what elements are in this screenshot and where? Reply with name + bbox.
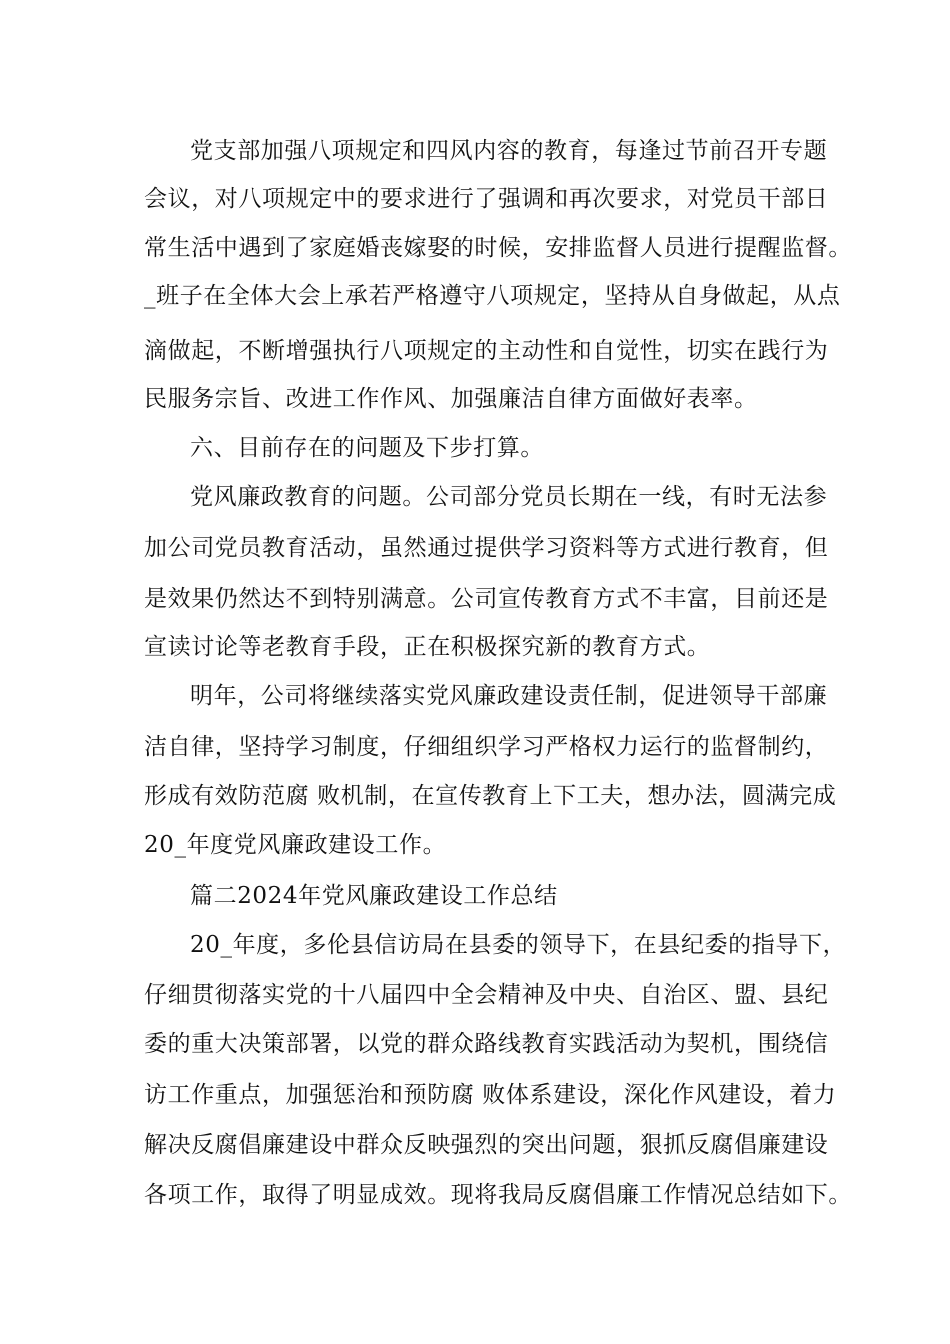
paragraph-line: 党支部加强八项规定和四风内容的教育，每逢过节前召开专题	[190, 138, 828, 164]
paragraph-line: 20_年度，多伦县信访局在县委的领导下，在县纪委的指导下，	[190, 932, 847, 958]
paragraph-line: 解决反腐倡廉建设中群众反映强烈的突出问题，狠抓反腐倡廉建设	[144, 1132, 829, 1158]
paragraph-line: 各项工作，取得了明显成效。现将我局反腐倡廉工作情况总结如下。	[144, 1182, 852, 1208]
paragraph-line: 加公司党员教育活动，虽然通过提供学习资料等方式进行教育，但	[144, 535, 829, 561]
paragraph-line: 宣读讨论等老教育手段，正在积极探究新的教育方式。	[144, 634, 711, 660]
section-title: 篇二2024年党风廉政建设工作总结	[190, 883, 558, 909]
paragraph-line: 20_年度党风廉政建设工作。	[144, 832, 447, 858]
paragraph-line: 会议，对八项规定中的要求进行了强调和再次要求，对党员干部日	[144, 186, 829, 212]
paragraph-line: 委的重大决策部署，以党的群众路线教育实践活动为契机，围绕信	[144, 1031, 829, 1057]
paragraph-line: 形成有效防范腐 败机制，在宣传教育上下工夫，想办法，圆满完成	[144, 783, 837, 809]
paragraph-line: 党风廉政教育的问题。公司部分党员长期在一线，有时无法参	[190, 484, 828, 510]
paragraph-line: _班子在全体大会上承若严格遵守八项规定，坚持从自身做起，从点	[144, 283, 841, 309]
paragraph-line: 常生活中遇到了家庭婚丧嫁娶的时候，安排监督人员进行提醒监督。	[144, 235, 852, 261]
paragraph-line: 洁自律，坚持学习制度，仔细组织学习严格权力运行的监督制约，	[144, 734, 829, 760]
section-heading: 六、目前存在的问题及下步打算。	[190, 435, 544, 461]
paragraph-line: 访工作重点，加强惩治和预防腐 败体系建设，深化作风建设，着力	[144, 1082, 837, 1108]
paragraph-line: 民服务宗旨、改进工作作风、加强廉洁自律方面做好表率。	[144, 386, 758, 412]
paragraph-line: 滴做起，不断增强执行八项规定的主动性和自觉性，切实在践行为	[144, 338, 829, 364]
paragraph-line: 仔细贯彻落实党的十八届四中全会精神及中央、自治区、盟、县纪	[144, 982, 829, 1008]
paragraph-line: 明年，公司将继续落实党风廉政建设责任制，促进领导干部廉	[190, 683, 828, 709]
paragraph-line: 是效果仍然达不到特别满意。公司宣传教育方式不丰富，目前还是	[144, 586, 829, 612]
